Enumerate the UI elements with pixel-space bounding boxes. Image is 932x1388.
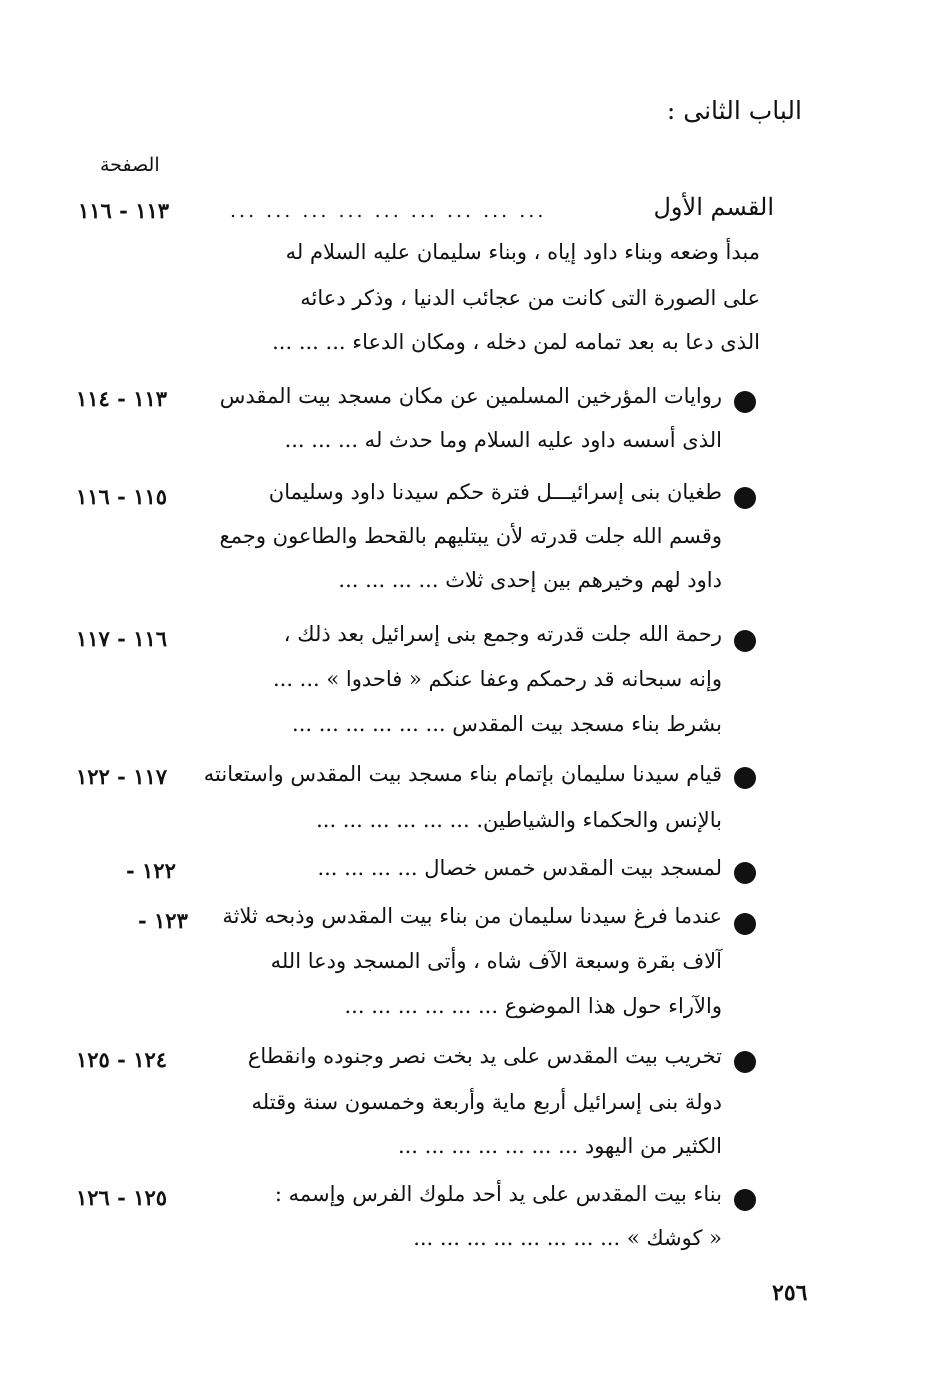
section-line: على الصورة التى كانت من عجائب الدنيا ، وذكر دعائه: [300, 286, 760, 310]
entry-page-range: ١١٥ - ١١٦: [76, 484, 168, 509]
bullet-icon: [734, 1189, 756, 1211]
bullet-icon: [734, 767, 756, 789]
entry-line: تخريب بيت المقدس على يد بخت نصر وجنوده وانقطاع: [247, 1044, 722, 1068]
entry-page-range: ١١٣ - ١١٤: [76, 386, 168, 411]
entry-line: « كوشك » ... ... ... ... ... ... ... ...: [413, 1226, 722, 1250]
entry-line: دولة بنى إسرائيل أربع ماية وأربعة وخمسون سنة وقتله: [251, 1090, 722, 1114]
entry-line: الذى أسسه داود عليه السلام وما حدث له ... ... ...: [284, 428, 722, 452]
entry-page-range: ١٢٢ -: [126, 858, 176, 883]
entry-line: بناء بيت المقدس على يد أحد ملوك الفرس وإسمه :: [274, 1182, 722, 1206]
entry-line: وإنه سبحانه قد رحمكم وعفا عنكم « فاحدوا » ... ...: [272, 667, 722, 691]
entry-line: لمسجد بيت المقدس خمس خصال ... ... ... ...: [317, 856, 722, 880]
section-page-range: ١١٣ - ١١٦: [78, 198, 170, 223]
section-leader-dots: ... ... ... ... ... ... ... ... ...: [230, 200, 547, 222]
entry-line: بالإنس والحكماء والشياطين. ... ... ... ... ... ...: [316, 808, 722, 832]
entry-page-range: ١١٦ - ١١٧: [76, 626, 168, 651]
section-title: القسم الأول: [653, 193, 774, 221]
bullet-icon: [734, 1051, 756, 1073]
entry-line: داود لهم وخيرهم بين إحدى ثلاث ... ... ... ...: [338, 568, 722, 592]
chapter-heading: الباب الثانى :: [666, 96, 802, 125]
entry-page-range: ١٢٤ - ١٢٥: [76, 1047, 168, 1072]
bullet-icon: [734, 391, 756, 413]
section-line: مبدأ وضعه وبناء داود إياه ، وبناء سليمان عليه السلام له: [285, 240, 760, 264]
entry-line: الكثير من اليهود ... ... ... ... ... ... ...: [397, 1134, 722, 1158]
entry-line: عندما فرغ سيدنا سليمان من بناء بيت المقدس وذبحه ثلاثة: [222, 904, 722, 928]
bullet-icon: [734, 630, 756, 652]
page-number: ٢٥٦: [772, 1280, 808, 1306]
entry-line: روايات المؤرخين المسلمين عن مكان مسجد بيت المقدس: [219, 384, 722, 408]
bullet-icon: [734, 487, 756, 509]
entry-line: طغيان بنى إسرائيـــل فترة حكم سيدنا داود وسليمان: [268, 480, 722, 504]
bullet-icon: [734, 913, 756, 935]
entry-page-range: ١١٧ - ١٢٢: [76, 764, 168, 789]
entry-line: آلاف بقرة وسبعة الآف شاه ، وأتى المسجد ودعا الله: [270, 949, 722, 973]
entry-page-range: ١٢٥ - ١٢٦: [76, 1185, 168, 1210]
entry-page-range: ١٢٣ -: [138, 908, 188, 933]
bullet-icon: [734, 862, 756, 884]
entry-line: وقسم الله جلت قدرته لأن يبتليهم بالقحط والطاعون وجمع: [219, 524, 722, 548]
entry-line: والآراء حول هذا الموضوع ... ... ... ... ... ...: [344, 994, 722, 1018]
entry-line: بشرط بناء مسجد بيت المقدس ... ... ... ... ... ...: [292, 712, 722, 736]
entry-line: قيام سيدنا سليمان بإتمام بناء مسجد بيت المقدس واستعانته: [203, 762, 722, 786]
section-line: الذى دعا به بعد تمامه لمن دخله ، ومكان الدعاء ... ... ...: [272, 330, 760, 354]
page-column-header: الصفحة: [100, 154, 160, 176]
entry-line: رحمة الله جلت قدرته وجمع بنى إسرائيل بعد ذلك ،: [283, 622, 722, 646]
